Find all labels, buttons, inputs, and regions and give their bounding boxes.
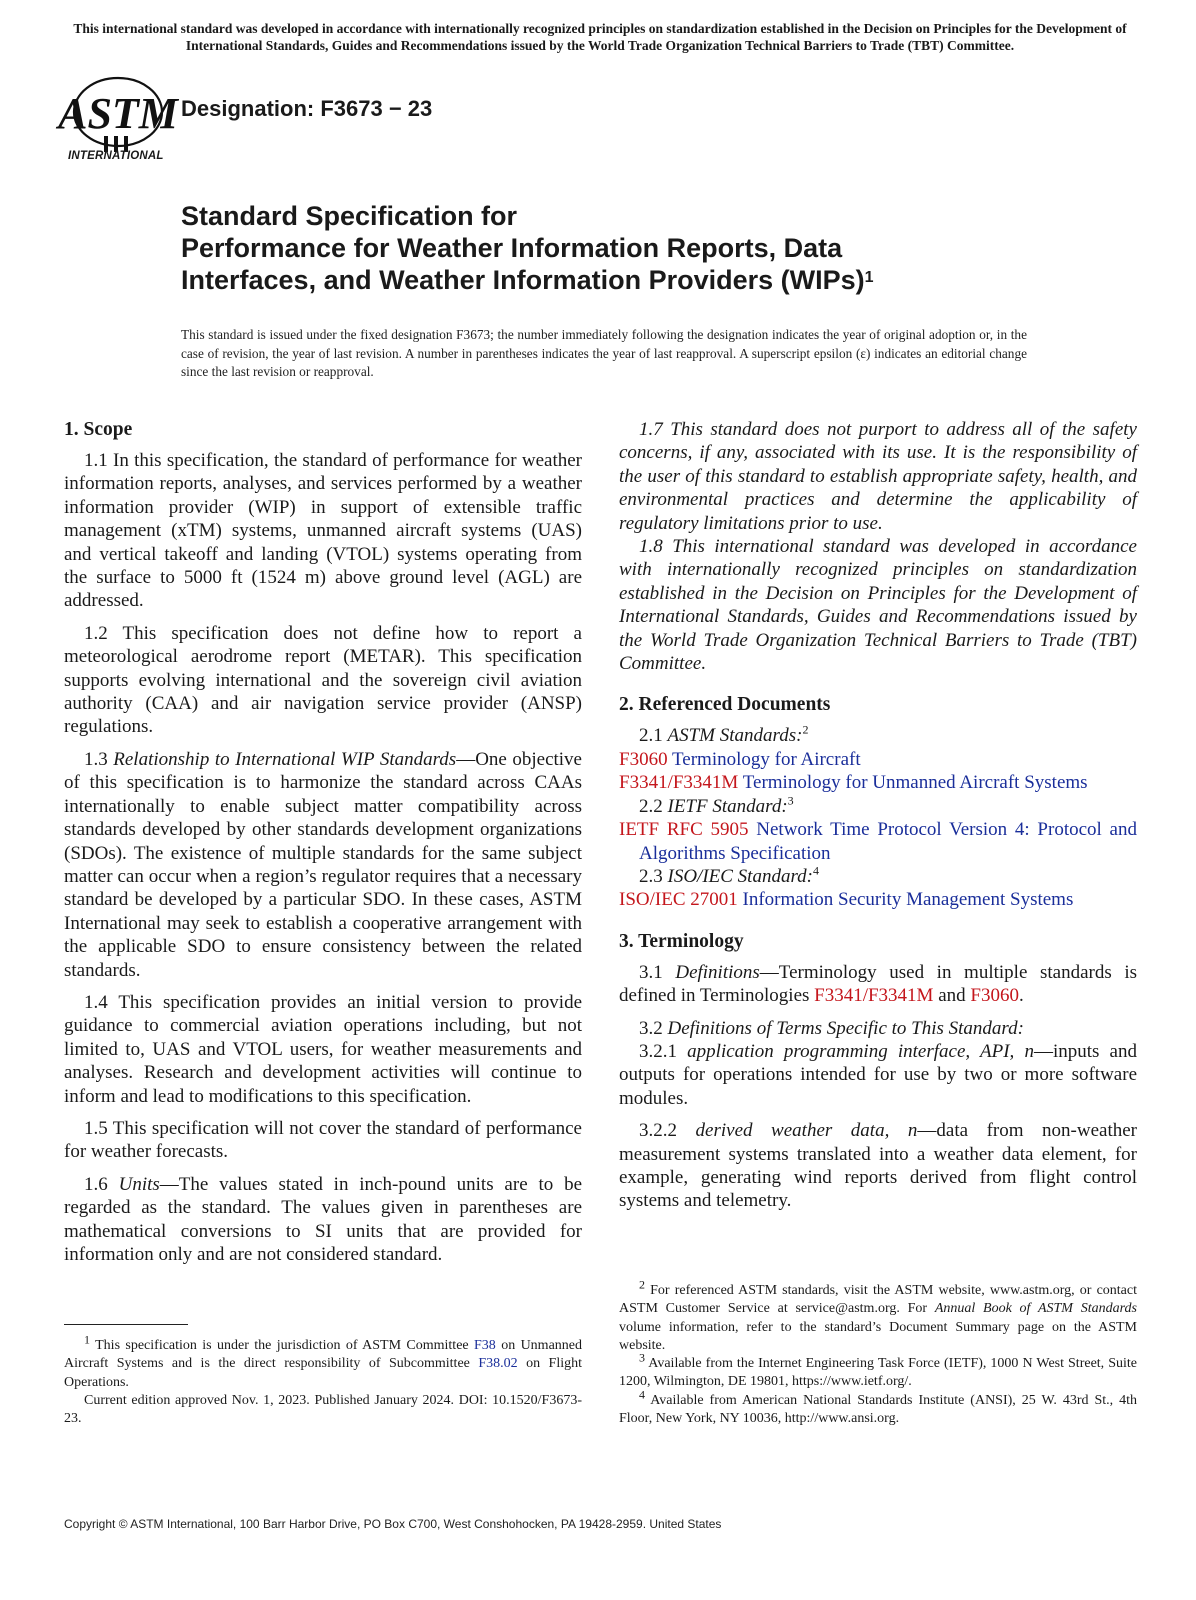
- reference-title[interactable]: Information Security Management Systems: [742, 889, 1074, 911]
- footnote-1-mark: 1: [84, 1332, 90, 1347]
- para-1-7-text: 1.7 This standard does not purport to address all of the safety concerns, if any, associated with its use. It is the responsibility of the user of this standard to establish appropriate safety, health, and environmental practices and determine the applicability of regulatory limitations prior to use.: [619, 419, 1137, 534]
- issuance-statement: This standard is issued under the fixed designation F3673; the number immediately following the designation indicates the year of original adoption or, in the case of revision, the year of last revision. A number in parentheses indicates the year of last reapproval. A superscript epsilon (ε) indicates an editorial change since the last revision or reapproval.: [181, 327, 1027, 379]
- reference-code[interactable]: ISO/IEC 27001: [619, 889, 738, 911]
- scope-heading: 1. Scope: [64, 419, 133, 440]
- footnote-1-text-c: on Flight Operations.: [64, 1356, 582, 1390]
- astm-standards-num: 2.1: [639, 725, 663, 747]
- para-3-2-1-body: —inputs and outputs for operations intended for use by two or more software modules.: [619, 1040, 1137, 1109]
- astm-footnote-mark: 2: [802, 723, 809, 738]
- para-1-3-head: Relationship to International WIP Standards: [113, 748, 457, 770]
- para-3-1-and: and: [933, 985, 971, 1007]
- edition-note: Current edition approved Nov. 1, 2023. Published January 2024. DOI: 10.1520/F3673-23.: [64, 1392, 582, 1427]
- reference-code[interactable]: F3060: [619, 748, 668, 770]
- footnote-1-text-a: This specification is under the jurisdiction of ASTM Committee: [95, 1338, 475, 1353]
- reference-f3060[interactable]: [619, 748, 1137, 771]
- footnote-4-mark: 4: [639, 1387, 645, 1402]
- reference-title[interactable]: Network Time Protocol Version 4: Protocol and Algorithms Specification: [639, 819, 1137, 864]
- reference-code[interactable]: IETF RFC 5905: [619, 819, 749, 841]
- para-3-2-num: 3.2: [639, 1017, 663, 1039]
- ietf-standard-heading: [619, 795, 1137, 818]
- para-3-2-2: [619, 1119, 1137, 1213]
- astm-standards-heading: [619, 724, 1137, 747]
- para-1-6-body: —The values stated in inch-pound units are to be regarded as the standard. The values given in parentheses are mathematical conversions to SI units that are provided for information only and are not considered standard.: [64, 1173, 583, 1265]
- para-1-2: 1.2 This specification does not define how to report a meteorological aerodrome report (METAR). This specification supports evolving international and the sovereign civil aviation authority (CAA) and air navigation service provider (ANSP) regulations.: [64, 622, 582, 738]
- para-3-2-1-num: 3.2.1: [639, 1040, 677, 1062]
- footnote-1-text-b: on Unmanned Aircraft Systems and is the direct responsibility of Subcommittee: [64, 1338, 582, 1372]
- wto-notice: This international standard was developed in accordance with internationally recognized principles on standardization established in the Decision on Principles for the Development of International Standards, Guides and Recommendations issued by the World Trade Organization Technical Barriers to Trade (TBT) Committee.: [73, 21, 1127, 53]
- para-1-3: [64, 748, 582, 982]
- reference-f3341[interactable]: [619, 771, 1137, 794]
- para-1-8-text: 1.8 This international standard was developed in accordance with internationally recognized principles on standardization established in the Decision on Principles for the Development of International Standards, Guides and Recommendations issued by the World Trade Organization Technical Barriers to Trade (TBT) Committee.: [619, 536, 1137, 675]
- para-1-6: [64, 1173, 582, 1267]
- footnote-2-text-a: For referenced ASTM standards, visit the ASTM website, www.astm.org, or contact ASTM Customer Service at service@astm.org. For: [619, 1283, 1137, 1317]
- para-1-1: 1.1 In this specification, the standard of performance for weather information reports, analyses, and services performed by a weather information provider (WIP) in support of extensible traffic management (xTM) systems, unmanned aircraft systems (UAS) and vertical takeoff and landing (VTOL) systems operating from the surface to 5000 ft (1524 m) above ground level (AGL) are addressed.: [64, 450, 582, 612]
- para-1-5: 1.5 This specification will not cover the standard of performance for weather forecasts.: [64, 1117, 582, 1163]
- footnote-3: [619, 1350, 1137, 1392]
- title-line-1: Standard Specification for: [181, 201, 518, 231]
- para-1-7: [619, 418, 1137, 535]
- para-3-2-head: Definitions of Terms Specific to This Standard:: [667, 1017, 1024, 1039]
- para-3-2-2-body: —data from non-weather measurement systems translated into a weather data element, for example, generating wind reports derived from flight control systems and telemetry.: [619, 1120, 1138, 1212]
- ietf-footnote-mark: 3: [787, 793, 794, 808]
- footnote-3-text: Available from the Internet Engineering Task Force (IETF), 1000 N West Street, Suite 1200, Wilmington, DE 19801, https://www.ietf.org/.: [619, 1356, 1137, 1390]
- para-1-8: [619, 535, 1137, 675]
- reference-iso27001[interactable]: [619, 888, 1137, 911]
- para-1-6-num: 1.6: [84, 1173, 108, 1195]
- title-line-3-text: Interfaces, and Weather Information Providers (WIPs): [181, 265, 865, 295]
- para-1-6-head: Units: [118, 1173, 160, 1195]
- para-3-1-head: Definitions: [675, 961, 760, 983]
- logo-text: INTERNATIONAL: [68, 150, 164, 162]
- term-api: application programming interface, API, n: [687, 1040, 1034, 1062]
- para-3-2-1: [619, 1040, 1137, 1110]
- title-line-3: [181, 264, 1081, 296]
- footnote-1: [64, 1332, 582, 1392]
- footnote-4: [619, 1387, 1138, 1429]
- referenced-documents-heading: 2. Referenced Documents: [619, 694, 831, 716]
- para-3-1-body: —Terminology used in multiple standards is defined in Terminologies: [619, 961, 1137, 1007]
- reference-code[interactable]: F3341/F3341M: [619, 772, 739, 794]
- ietf-standard-num: 2.2: [639, 795, 663, 817]
- link-f3060[interactable]: F3060: [970, 985, 1019, 1007]
- link-f38[interactable]: F38: [474, 1338, 496, 1353]
- footnote-2-text-b: volume information, refer to the standard’s Document Summary page on the ASTM website.: [619, 1319, 1137, 1353]
- left-column: [64, 418, 582, 1275]
- footnote-2-mark: 2: [639, 1277, 645, 1292]
- title-line-2: Performance for Weather Information Reports, Data: [181, 233, 843, 263]
- designation: Designation: F3673 − 23: [181, 96, 433, 121]
- terminology-heading: 3. Terminology: [619, 930, 744, 952]
- right-column: [619, 418, 1137, 1222]
- footnote-2-italic: Annual Book of ASTM Standards: [934, 1301, 1137, 1317]
- reference-title[interactable]: Terminology for Unmanned Aircraft Systems: [742, 772, 1088, 794]
- link-f3341[interactable]: F3341/F3341M: [814, 985, 934, 1007]
- para-3-1-num: 3.1: [639, 961, 663, 983]
- footnotes-left: [64, 1332, 582, 1428]
- copyright-notice: Copyright © ASTM International, 100 Barr Harbor Drive, PO Box C700, West Conshohocken, PA 19428-2959. United States: [64, 1517, 722, 1531]
- footnotes-right: [619, 1277, 1138, 1428]
- link-f38-02[interactable]: F38.02: [478, 1356, 518, 1372]
- para-3-2-2-num: 3.2.2: [639, 1120, 677, 1142]
- iso-footnote-mark: 4: [812, 863, 819, 878]
- logo-mark: ASTM: [58, 89, 178, 138]
- para-3-1: [619, 961, 1137, 1008]
- para-1-4: 1.4 This specification provides an initial version to provide guidance to commercial aviation operations including, but not limited to, UAS and VTOL users, for weather measurements and analyses. Research and development activities will continue to inform and lead to modifications to this specification.: [64, 991, 582, 1107]
- footnote-rule-left: [64, 1324, 188, 1325]
- para-1-3-num: 1.3: [84, 748, 108, 770]
- footnote-2: [619, 1277, 1137, 1355]
- title-footnote-mark: 1: [864, 269, 874, 286]
- astm-standards-label: ASTM Standards:: [667, 725, 803, 747]
- reference-title[interactable]: Terminology for Aircraft: [672, 748, 861, 770]
- para-1-3-body: —One objective of this specification is to harmonize the standard across CAAs internationally to enable subject matter compatibility across standards developed by other standards development organizations (SDOs). The existence of multiple standards for the same subject matter can occur when a region’s regulator requires that a necessary standard be developed by a particular SDO. In these cases, ASTM International may seek to establish a cooperative arrangement with the applicable SDO to ensure consistency between the related standards.: [64, 748, 582, 981]
- iso-standard-label: ISO/IEC Standard:: [667, 865, 813, 887]
- para-3-2: [619, 1017, 1137, 1040]
- term-derived-weather-data: derived weather data, n: [695, 1120, 918, 1142]
- footnote-3-mark: 3: [639, 1350, 645, 1365]
- para-3-1-end: .: [1018, 985, 1024, 1007]
- document-title: [181, 200, 1081, 296]
- footnote-4-text: Available from American National Standards Institute (ANSI), 25 W. 43rd St., 4th Floor, New York, NY 10036, http://www.ansi.org.: [619, 1392, 1138, 1427]
- iso-standard-heading: [619, 865, 1137, 888]
- ietf-standard-label: IETF Standard:: [667, 795, 788, 817]
- reference-rfc5905[interactable]: [619, 818, 1137, 865]
- iso-standard-num: 2.3: [639, 865, 663, 887]
